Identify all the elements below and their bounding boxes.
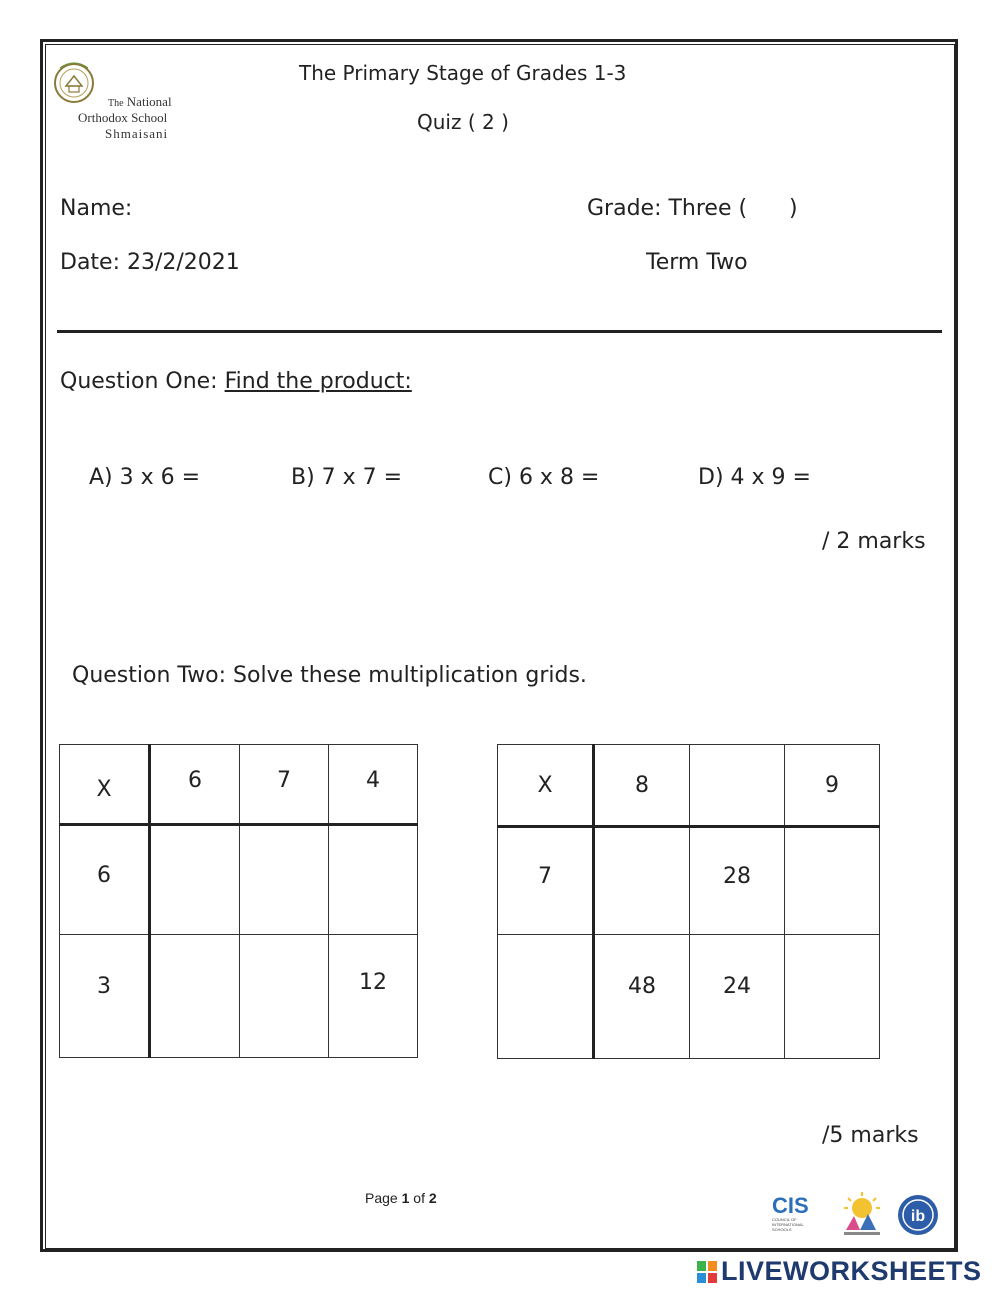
grid1-answer-cell[interactable] bbox=[150, 935, 240, 1058]
grid1-answer-cell[interactable] bbox=[329, 825, 418, 935]
term-label: Term Two bbox=[646, 250, 748, 275]
grid1-given-cell: 12 bbox=[329, 935, 418, 1058]
grid1-answer-cell[interactable] bbox=[240, 825, 329, 935]
grid2-header-x: X bbox=[498, 745, 594, 827]
cis-logo-subtext: COUNCIL OF INTERNATIONAL SCHOOLS bbox=[772, 1217, 804, 1232]
school-name-line2: Orthodox School bbox=[78, 110, 168, 125]
problem-d: D) 4 x 9 = bbox=[698, 465, 811, 490]
grid1-header-cell: 4 bbox=[329, 745, 418, 825]
grid2-row-factor-missing[interactable] bbox=[498, 935, 594, 1059]
grid1-row-factor: 3 bbox=[60, 935, 150, 1058]
question-one-title bbox=[60, 369, 412, 394]
ib-logo bbox=[896, 1193, 940, 1237]
divider bbox=[57, 330, 942, 333]
grid2-header-missing-cell[interactable] bbox=[690, 745, 785, 827]
multiplication-grid-2 bbox=[497, 744, 880, 1059]
date-label: Date: 23/2/2021 bbox=[60, 250, 240, 275]
grade-label: Grade: Three ( ) bbox=[587, 196, 798, 221]
grid2-given-cell: 48 bbox=[594, 935, 690, 1059]
question-one-prefix: Question One: bbox=[60, 369, 225, 394]
cis-logo-text: CIS bbox=[772, 1193, 809, 1218]
grid2-row-factor: 7 bbox=[498, 827, 594, 935]
name-label: Name: bbox=[60, 196, 133, 221]
question-two-title: Question Two: Solve these multiplication grids. bbox=[72, 663, 587, 688]
liveworksheets-text: LIVEWORKSHEETS bbox=[721, 1256, 982, 1286]
ib-logo-text: ib bbox=[910, 1208, 926, 1225]
question-one-marks: / 2 marks bbox=[822, 529, 926, 554]
grid2-header-cell: 9 bbox=[785, 745, 880, 827]
grid1-header-cell: 6 bbox=[150, 745, 240, 825]
grid2-given-cell: 28 bbox=[690, 827, 785, 935]
page-border-inner bbox=[45, 44, 955, 1249]
grid2-answer-cell[interactable] bbox=[785, 935, 880, 1059]
grid1-header-cell: 7 bbox=[240, 745, 329, 825]
problem-a: A) 3 x 6 = bbox=[89, 465, 201, 490]
stage-title: The Primary Stage of Grades 1-3 bbox=[299, 61, 627, 85]
liveworksheets-brand bbox=[697, 1256, 982, 1287]
question-two-marks: /5 marks bbox=[822, 1123, 919, 1148]
grid2-answer-cell[interactable] bbox=[594, 827, 690, 935]
grid1-answer-cell[interactable] bbox=[240, 935, 329, 1058]
page-number: Page 1 of 2 bbox=[365, 1190, 437, 1206]
grid1-row-factor: 6 bbox=[60, 825, 150, 935]
problem-b: B) 7 x 7 = bbox=[291, 465, 403, 490]
cis-logo bbox=[772, 1195, 824, 1239]
question-one-instruction: Find the product: bbox=[224, 369, 412, 394]
schools-sun-logo bbox=[838, 1190, 886, 1240]
problem-c: C) 6 x 8 = bbox=[488, 465, 600, 490]
school-name-line1: The National bbox=[108, 94, 172, 109]
grid2-header-cell: 8 bbox=[594, 745, 690, 827]
grid2-given-cell: 24 bbox=[690, 935, 785, 1059]
multiplication-grid-1 bbox=[59, 744, 418, 1058]
liveworksheets-icon bbox=[697, 1261, 717, 1283]
grid2-answer-cell[interactable] bbox=[785, 827, 880, 935]
grid1-header-x: X bbox=[60, 745, 150, 825]
grid1-answer-cell[interactable] bbox=[150, 825, 240, 935]
quiz-title: Quiz ( 2 ) bbox=[417, 110, 509, 134]
school-name-line3: Shmaisani bbox=[105, 126, 169, 141]
